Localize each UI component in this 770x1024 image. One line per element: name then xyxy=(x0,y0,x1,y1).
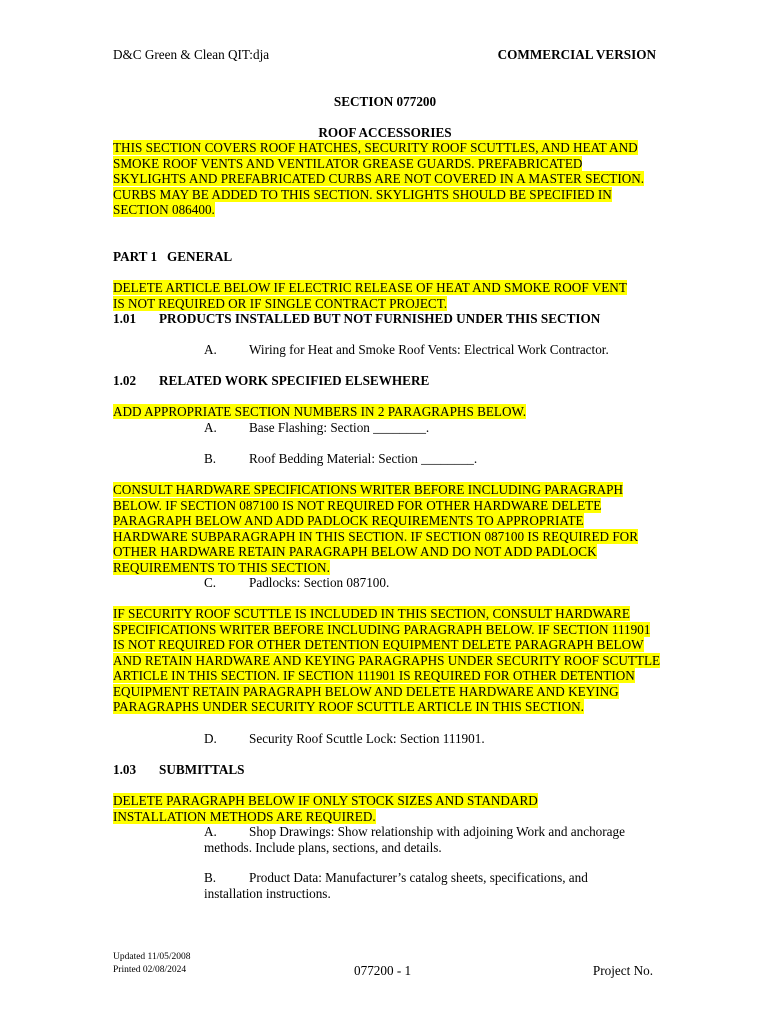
item-text: Product Data: Manufacturer’s catalog sheets, specifications, and installation instructions. xyxy=(204,870,588,901)
note-102 xyxy=(113,404,673,420)
page-number: 077200 - 1 xyxy=(354,963,412,978)
article-title-102: RELATED WORK SPECIFIED ELSEWHERE xyxy=(159,373,430,388)
note-101-text: DELETE ARTICLE BELOW IF ELECTRIC RELEASE OF HEAT AND SMOKE ROOF VENT IS NOT REQUIRED OR IF SINGLE CONTRACT PROJECT. xyxy=(113,280,627,311)
note-102-text: ADD APPROPRIATE SECTION NUMBERS IN 2 PARAGRAPHS BELOW. xyxy=(113,404,527,419)
note-padlock xyxy=(113,482,653,575)
item-letter: A. xyxy=(204,824,217,839)
item-letter: B. xyxy=(204,870,217,885)
item-103-a xyxy=(204,824,664,855)
footer-project: Project No. xyxy=(592,963,653,978)
note-scuttle xyxy=(113,606,663,715)
item-103-b xyxy=(204,870,624,901)
note-scuttle-text: IF SECURITY ROOF SCUTTLE IS INCLUDED IN THIS SECTION, CONSULT HARDWARE SPECIFICATIONS WRITER BEFORE INCLUDING PARAGRAPH BELOW. IF SECTION 111901 IS NOT REQUIRED FOR OTHER DETENTION EQUIPMENT DELETE PARAGRAPH BELOW AND RETAIN HARDWARE AND KEYING PARAGRAPHS UNDER SECURITY ROOF SCUTTLE ARTICLE IN THIS SECTION. IF SECTION 111901 IS REQUIRED FOR OTHER DETENTION EQUIPMENT RETAIN PARAGRAPH BELOW AND DELETE HARDWARE AND KEYING PARAGRAPHS UNDER SECURITY ROOF SCUTTLE ARTICLE IN THIS SECTION. xyxy=(113,606,661,714)
item-text: Base Flashing: Section ________. xyxy=(249,420,430,435)
intro-note xyxy=(113,140,658,218)
item-letter: C. xyxy=(204,575,217,590)
item-text: Wiring for Heat and Smoke Roof Vents: Electrical Work Contractor. xyxy=(249,342,609,357)
footer-printed: Printed 02/08/2024 xyxy=(113,965,187,975)
header-left: D&C Green & Clean QIT:dja xyxy=(113,47,270,62)
item-text: Padlocks: Section 087100. xyxy=(249,575,390,590)
item-letter: A. xyxy=(204,342,217,357)
note-103-text: DELETE PARAGRAPH BELOW IF ONLY STOCK SIZES AND STANDARD INSTALLATION METHODS ARE REQUIRED. xyxy=(113,793,538,824)
item-text: Security Roof Scuttle Lock: Section 111901. xyxy=(249,731,485,746)
article-number-102: 1.02 xyxy=(113,373,137,388)
article-title-103: SUBMITTALS xyxy=(159,762,245,777)
intro-note-text: THIS SECTION COVERS ROOF HATCHES, SECURITY ROOF SCUTTLES, AND HEAT AND SMOKE ROOF VENTS AND VENTILATOR GREASE GUARDS. PREFABRICATED SKYLIGHTS AND PREFABRICATED CURBS ARE NOT COVERED IN A MASTER SECTION. CURBS MAY BE ADDED TO THIS SECTION. SKYLIGHTS SHOULD BE SPECIFIED IN SECTION 086400. xyxy=(113,140,645,217)
item-text: Shop Drawings: Show relationship with adjoining Work and anchorage methods. Include plans, sections, and details. xyxy=(204,824,625,855)
article-title-101: PRODUCTS INSTALLED BUT NOT FURNISHED UNDER THIS SECTION xyxy=(159,311,601,326)
part-heading: PART 1 GENERAL xyxy=(113,249,233,264)
note-padlock-text: CONSULT HARDWARE SPECIFICATIONS WRITER BEFORE INCLUDING PARAGRAPH BELOW. IF SECTION 087100 IS NOT REQUIRED FOR OTHER HARDWARE DELETE PARAGRAPH BELOW AND ADD PADLOCK REQUIREMENTS TO APPROPRIATE HARDWARE SUBPARAGRAPH IN THIS SECTION. IF SECTION 087100 IS REQUIRED FOR OTHER HARDWARE RETAIN PARAGRAPH BELOW AND DO NOT ADD PADLOCK REQUIREMENTS TO THIS SECTION. xyxy=(113,482,638,575)
footer-updated: Updated 11/05/2008 xyxy=(113,952,191,962)
item-letter: A. xyxy=(204,420,217,435)
article-number-103: 1.03 xyxy=(113,762,137,777)
item-letter: B. xyxy=(204,451,217,466)
article-number-101: 1.01 xyxy=(113,311,137,326)
item-text: Roof Bedding Material: Section ________. xyxy=(249,451,478,466)
section-number: SECTION 077200 xyxy=(333,94,437,109)
header-right: COMMERCIAL VERSION xyxy=(497,47,656,62)
item-letter: D. xyxy=(204,731,217,746)
section-title: ROOF ACCESSORIES xyxy=(318,125,452,140)
note-101 xyxy=(113,280,633,311)
note-103 xyxy=(113,793,583,824)
